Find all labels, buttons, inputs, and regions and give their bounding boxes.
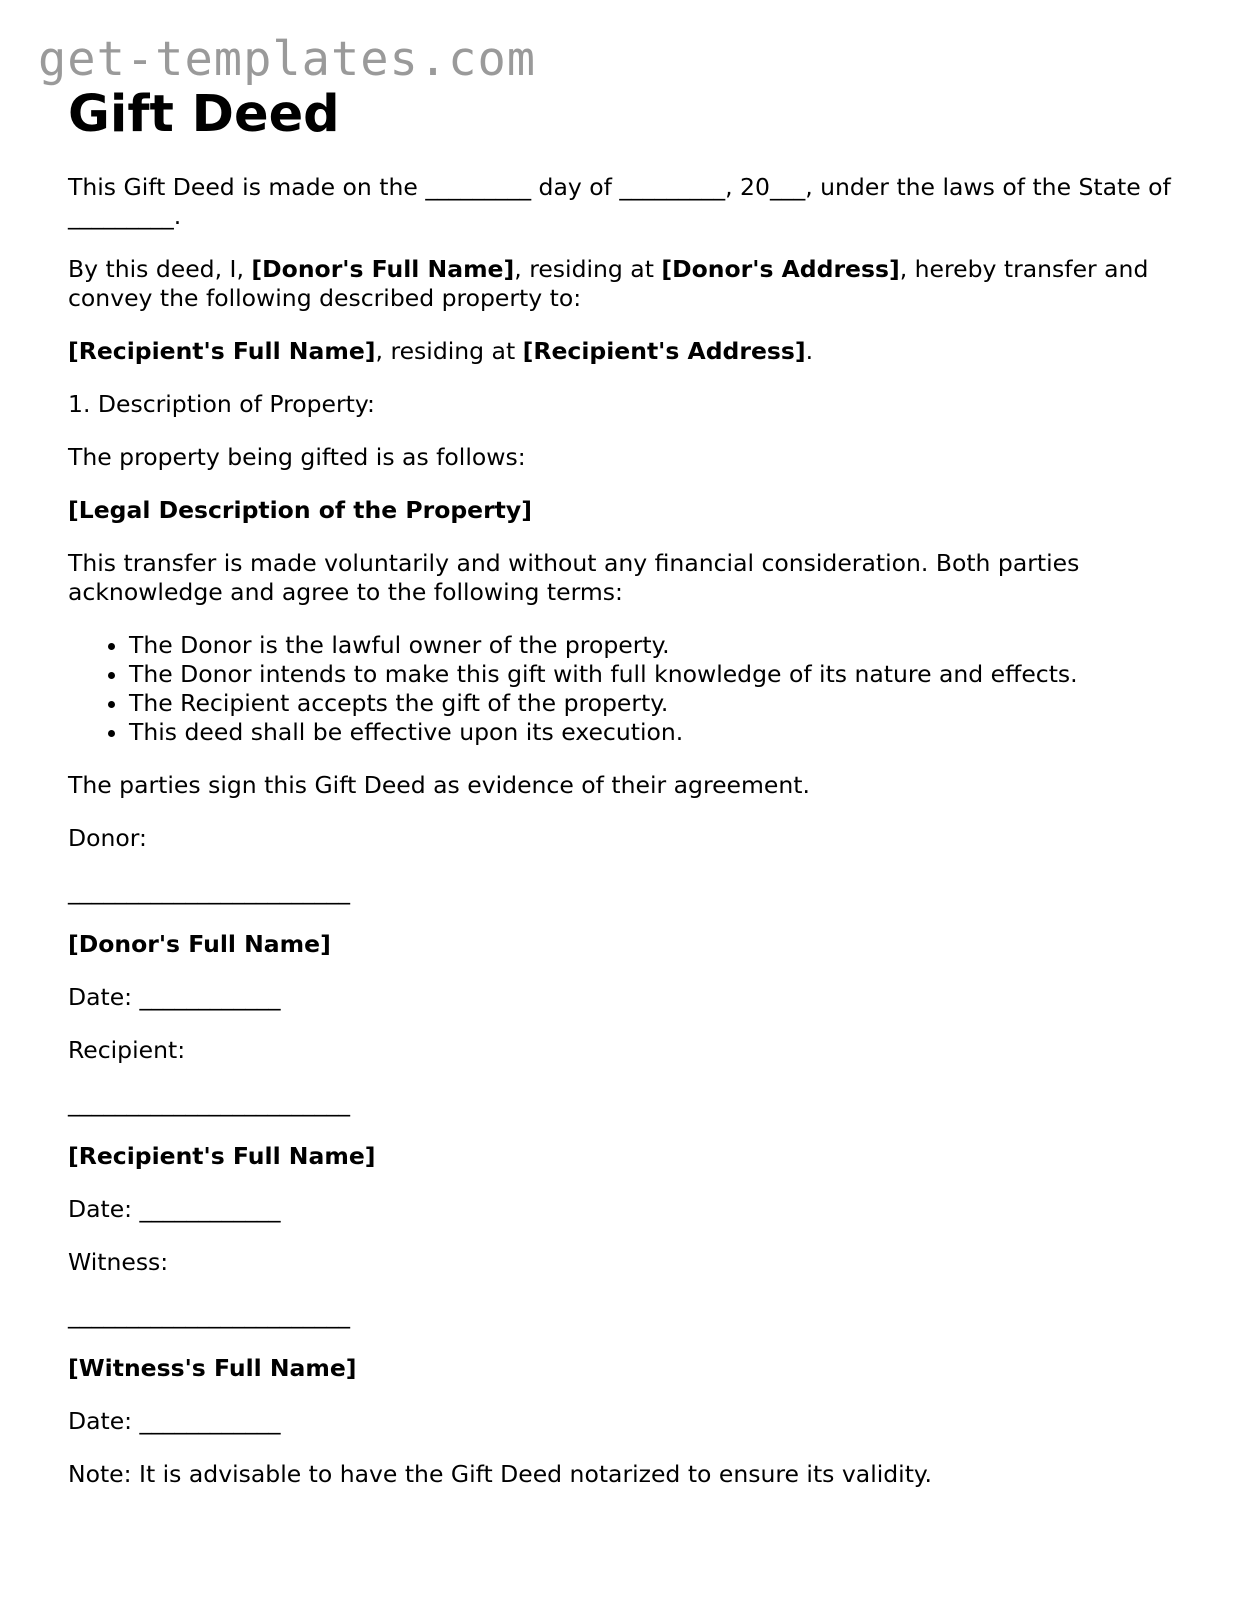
property-intro: The property being gifted is as follows:	[68, 442, 526, 471]
recipient-clause-mid: , residing at	[375, 336, 523, 365]
recipient-name-signature-text: [Recipient's Full Name]	[68, 1141, 376, 1170]
witness-signature-line: ________________________	[68, 1300, 350, 1329]
donor-clause-prefix: By this deed, I,	[68, 254, 252, 283]
list-item: • The Recipient accepts the gift of the property.	[129, 689, 1188, 718]
witness-name-signature-text: [Witness's Full Name]	[68, 1353, 357, 1382]
recipient-address-placeholder: [Recipient's Address]	[522, 336, 806, 365]
list-item: • This deed shall be effective upon its execution.	[129, 718, 1188, 747]
list-item: • The Donor intends to make this gift with full knowledge of its nature and effects.	[129, 660, 1188, 689]
donor-label: Donor:	[68, 823, 147, 852]
transfer-statement: This transfer is made voluntarily and without any financial consideration. Both parties acknowledge and agree to the following terms:	[68, 548, 1080, 606]
donor-address-placeholder: [Donor's Address]	[661, 254, 900, 283]
recipient-date-field: Date: ____________	[68, 1194, 281, 1223]
terms-list	[68, 631, 1188, 747]
donor-clause	[68, 255, 1188, 313]
recipient-clause	[68, 337, 1188, 366]
document-body	[68, 86, 1188, 1513]
recipient-signature-line: ________________________	[68, 1088, 350, 1117]
intro-paragraph: This Gift Deed is made on the _________ day of _________, 20___, under the laws of the State of _________.	[68, 172, 1171, 230]
list-item: • The Donor is the lawful owner of the property.	[129, 631, 1188, 660]
legal-description-placeholder	[68, 496, 1188, 525]
notarization-note: Note: It is advisable to have the Gift Deed notarized to ensure its validity.	[68, 1459, 932, 1488]
evidence-statement: The parties sign this Gift Deed as evidence of their agreement.	[68, 770, 810, 799]
witness-name-signature	[68, 1354, 1188, 1383]
donor-signature-line: ________________________	[68, 876, 350, 905]
recipient-label: Recipient:	[68, 1035, 186, 1064]
donor-name-placeholder: [Donor's Full Name]	[251, 254, 515, 283]
recipient-clause-suffix: .	[805, 336, 814, 365]
witness-label: Witness:	[68, 1247, 169, 1276]
recipient-name-placeholder: [Recipient's Full Name]	[68, 336, 376, 365]
section-heading-description: 1. Description of Property:	[68, 389, 375, 418]
donor-name-signature	[68, 930, 1188, 959]
recipient-name-signature	[68, 1142, 1188, 1171]
donor-clause-mid: , residing at	[514, 254, 662, 283]
legal-description-text: [Legal Description of the Property]	[68, 495, 532, 524]
donor-name-signature-text: [Donor's Full Name]	[68, 929, 331, 958]
donor-clause-suffix: , hereby transfer and convey the following described property to:	[68, 254, 1149, 312]
donor-date-field: Date: ____________	[68, 982, 281, 1011]
document-title: Gift Deed	[68, 85, 340, 144]
watermark-text: get-templates.com	[38, 32, 537, 87]
witness-date-field: Date: ____________	[68, 1406, 281, 1435]
